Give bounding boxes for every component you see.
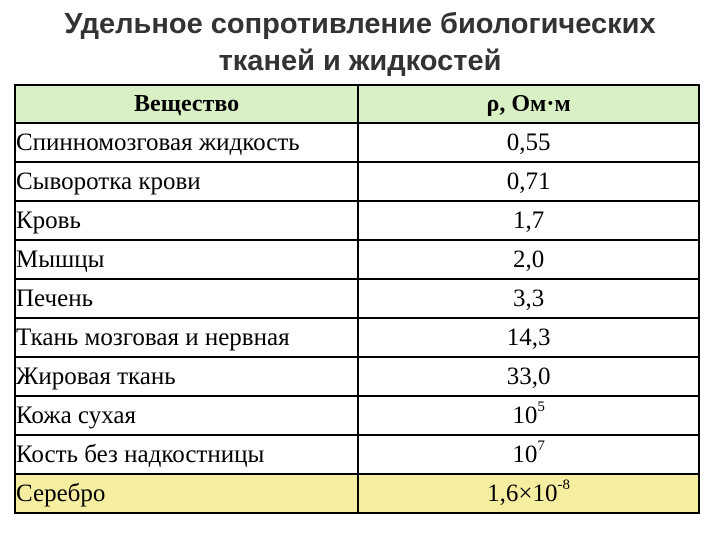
substance-name: Кожа сухая	[15, 396, 358, 435]
column-header-resistivity: ρ, Ом·м	[358, 85, 699, 123]
table-row	[15, 201, 699, 240]
resistivity-value: $10^7$	[358, 435, 699, 474]
resistivity-value: 0,55	[358, 123, 699, 162]
substance-name: Печень	[15, 279, 358, 318]
table-row	[15, 162, 699, 201]
resistivity-value: 14,3	[358, 318, 699, 357]
resistivity-value: 0,71	[358, 162, 699, 201]
substance-name: Серебро	[15, 474, 358, 513]
table-row-highlighted	[15, 474, 699, 513]
substance-name: Ткань мозговая и нервная	[15, 318, 358, 357]
substance-name: Кость без надкостницы	[15, 435, 358, 474]
title-line-2: тканей и жидкостей	[218, 45, 502, 77]
resistivity-value: 3,3	[358, 279, 699, 318]
table-header-row	[15, 85, 699, 123]
title-line-1: Удельное сопротивление биологических	[64, 8, 656, 40]
table-row	[15, 435, 699, 474]
resistivity-value: 1,7	[358, 201, 699, 240]
page-title	[0, 6, 720, 80]
table-row	[15, 318, 699, 357]
table-row	[15, 396, 699, 435]
substance-name: Жировая ткань	[15, 357, 358, 396]
resistivity-value: 33,0	[358, 357, 699, 396]
table-row	[15, 279, 699, 318]
resistivity-table	[14, 84, 700, 514]
resistivity-value: $1,6\times 10^{-8}$	[358, 474, 699, 513]
table-row	[15, 240, 699, 279]
substance-name: Кровь	[15, 201, 358, 240]
substance-name: Мышцы	[15, 240, 358, 279]
resistivity-value: 2,0	[358, 240, 699, 279]
column-header-substance: Вещество	[15, 85, 358, 123]
substance-name: Сыворотка крови	[15, 162, 358, 201]
resistivity-value: $10^5$	[358, 396, 699, 435]
substance-name: Спинномозговая жидкость	[15, 123, 358, 162]
table-row	[15, 123, 699, 162]
table-row	[15, 357, 699, 396]
